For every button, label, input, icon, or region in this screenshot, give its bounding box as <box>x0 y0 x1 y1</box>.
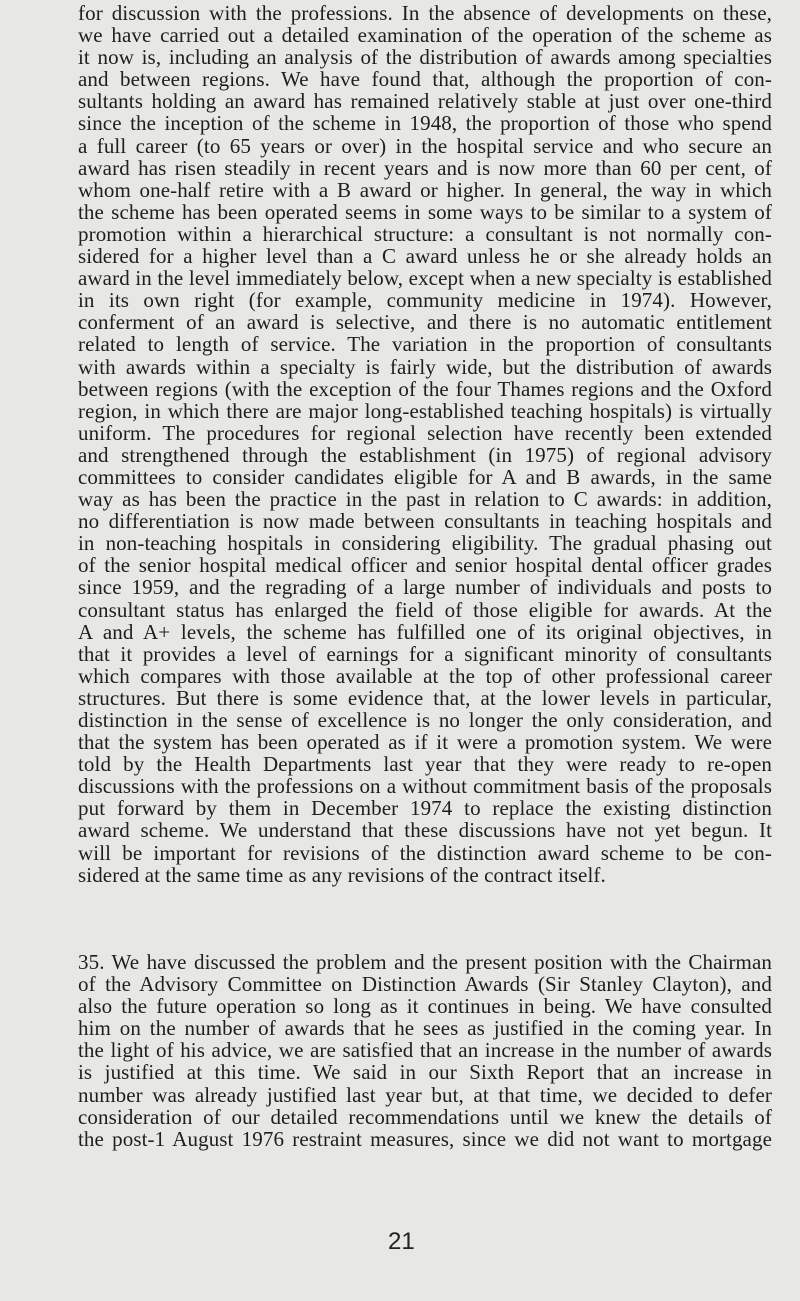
text-line: sidered at the same time as any revisions of the contract itself. <box>78 862 606 887</box>
text-line: also the future operation so long as it continues in being. We have consulted <box>78 994 772 1019</box>
text-line: way as has been the practice in the past in relation to C awards: in addition, <box>78 487 772 512</box>
text-line: consultant status has enlarged the field of those eligible for awards. At the <box>78 597 772 622</box>
text-line: with awards within a specialty is fairly wide, but the distribution of awards <box>78 354 772 379</box>
text-line: and between regions. We have found that, although the proportion of con- <box>78 67 772 92</box>
text-line: consideration of our detailed recommendations until we knew the details of <box>78 1104 772 1129</box>
text-line: sidered for a higher level than a C award unless he or she already holds an <box>78 244 772 269</box>
text-line: award has risen steadily in recent years and is now more than 60 per cent, of <box>78 155 772 180</box>
text-line: the post-1 August 1976 restraint measures, since we did not want to mortgage <box>78 1126 772 1151</box>
text-line: that the system has been operated as if it were a promotion system. We were <box>78 730 772 755</box>
text-line: we have carried out a detailed examination of the operation of the scheme as <box>78 23 772 48</box>
text-line: region, in which there are major long-established teaching hospitals) is virtually <box>78 398 772 423</box>
text-line: put forward by them in December 1974 to replace the existing distinction <box>78 796 772 821</box>
text-line: related to length of service. The variation in the proportion of consultants <box>78 332 772 357</box>
text-line: since 1959, and the regrading of a large number of individuals and posts to <box>78 575 772 600</box>
text-line: award scheme. We understand that these discussions have not yet begun. It <box>78 818 772 843</box>
text-line: promotion within a hierarchical structure: a consultant is not normally con- <box>78 221 772 246</box>
text-line: the light of his advice, we are satisfied that an increase in the number of awards <box>78 1038 772 1063</box>
text-line: him on the number of awards that he sees as justified in the coming year. In <box>78 1016 772 1041</box>
page-number: 21 <box>388 1228 415 1255</box>
text-line: discussions with the professions on a without commitment basis of the proposals <box>78 774 772 799</box>
text-line: since the inception of the scheme in 1948, the proportion of those who spend <box>78 111 772 136</box>
text-line: whom one-half retire with a B award or higher. In general, the way in which <box>78 177 772 202</box>
text-line: 35. We have discussed the problem and the present position with the Chairman <box>78 950 772 974</box>
text-line: distinction in the sense of excellence is no longer the only consideration, and <box>78 708 772 732</box>
text-line: a full career (to 65 years or over) in the hospital service and who secure an <box>78 133 772 158</box>
text-line: no differentiation is now made between consultants in teaching hospitals and <box>78 509 772 534</box>
text-line: told by the Health Departments last year that they were ready to re-open <box>78 752 772 777</box>
text-line: and strengthened through the establishment (in 1975) of regional advisory <box>78 442 772 467</box>
text-line: sultants holding an award has remained relatively stable at just over one-third <box>78 89 772 114</box>
text-line: it now is, including an analysis of the distribution of awards among specialties <box>78 45 772 70</box>
text-line: will be important for revisions of the distinction award scheme to be con- <box>78 840 772 865</box>
text-line: committees to consider candidates eligible for A and B awards, in the same <box>78 464 772 489</box>
text-line: A and A+ levels, the scheme has fulfilled one of its original objectives, in <box>78 619 772 644</box>
paragraph-continued <box>78 2 772 886</box>
text-line: is justified at this time. We said in our Sixth Report that an increase in <box>78 1060 772 1085</box>
text-line: in non-teaching hospitals in considering eligibility. The gradual phasing out <box>78 531 772 556</box>
text-line: that it provides a level of earnings for a significant minority of consultants <box>78 641 772 666</box>
text-line: structures. But there is some evidence that, at the lower levels in particular, <box>78 685 772 710</box>
paragraph-35 <box>78 951 772 1150</box>
text-line: in its own right (for example, community medicine in 1974). However, <box>78 288 772 313</box>
text-line: of the Advisory Committee on Distinction Awards (Sir Stanley Clayton), and <box>78 972 772 997</box>
text-line: number was already justified last year but, at that time, we decided to defer <box>78 1082 772 1107</box>
text-line: award in the level immediately below, except when a new specialty is established <box>78 266 772 291</box>
text-line: conferment of an award is selective, and there is no automatic entitlement <box>78 310 772 335</box>
text-line: between regions (with the exception of the four Thames regions and the Oxford <box>78 376 772 401</box>
text-line: uniform. The procedures for regional selection have recently been extended <box>78 420 772 445</box>
text-line: of the senior hospital medical officer and senior hospital dental officer grades <box>78 553 772 578</box>
text-line: which compares with those available at the top of other professional career <box>78 663 772 688</box>
text-line: the scheme has been operated seems in some ways to be similar to a system of <box>78 199 772 224</box>
text-line: for discussion with the professions. In the absence of developments on these, <box>78 1 772 25</box>
